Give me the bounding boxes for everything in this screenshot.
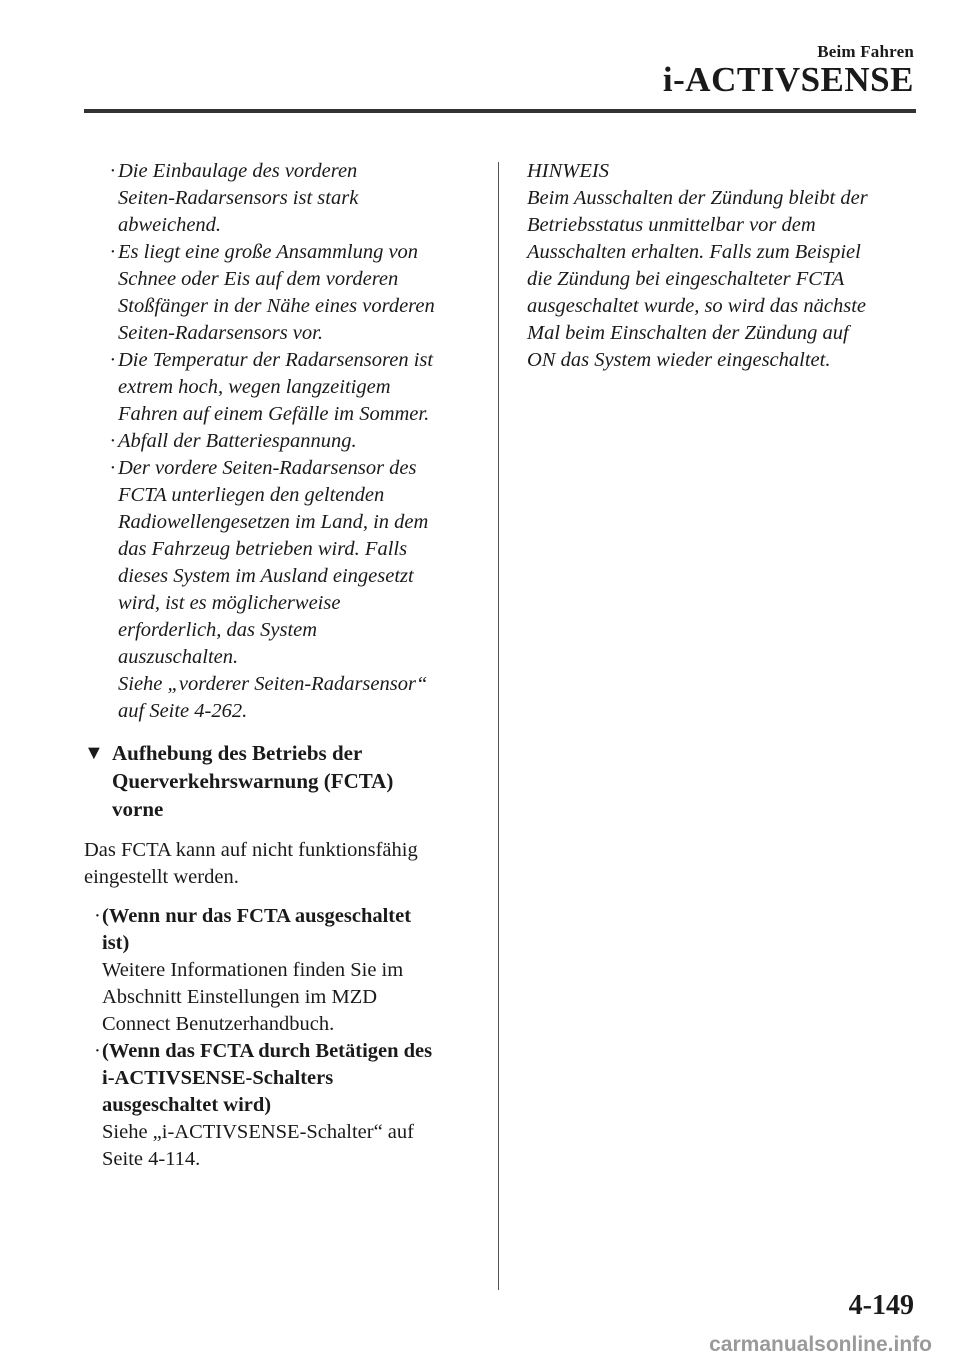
text-line: Mal beim Einschalten der Zündung auf: [527, 322, 849, 344]
column-divider: [498, 162, 499, 1290]
option-title-line: ist): [102, 932, 130, 954]
text-line: Abschnitt Einstellungen im MZD: [102, 986, 378, 1008]
watermark: carmanualsonline.info: [709, 1333, 932, 1356]
heading-line: Querverkehrswarnung (FCTA): [112, 769, 394, 793]
option-title-line: (Wenn das FCTA durch Betätigen des: [102, 1040, 433, 1062]
text-line: Seiten-Radarsensors ist stark: [118, 187, 359, 209]
text-line: Betriebsstatus unmittelbar vor dem: [527, 214, 816, 236]
bullet-dot: ·: [110, 241, 116, 263]
bullet-dot: ·: [94, 905, 101, 927]
option-title-line: i-ACTIVSENSE-Schalters: [102, 1067, 334, 1089]
text-line: Connect Benutzerhandbuch.: [102, 1013, 335, 1035]
option-title-line: ausgeschaltet wird): [102, 1094, 272, 1116]
text-line: Seiten-Radarsensors vor.: [118, 322, 323, 344]
text-line: Radiowellengesetzen im Land, in dem: [118, 511, 429, 533]
list-item: [84, 903, 484, 1038]
note-title: HINWEIS: [527, 160, 609, 182]
text-line: ausgeschaltet wurde, so wird das nächste: [527, 295, 866, 317]
text-line: wird, ist es möglicherweise: [118, 592, 341, 614]
page-number: 4-149: [848, 1290, 914, 1321]
text-line: das Fahrzeug betrieben wird. Falls: [118, 538, 408, 560]
text-line: Es liegt eine große Ansammlung von: [118, 241, 419, 263]
text-line: Der vordere Seiten-Radarsensor des: [118, 457, 417, 479]
text-line: Ausschalten erhalten. Falls zum Beispiel: [527, 241, 861, 263]
intro-paragraph: [84, 837, 484, 891]
list-item: [84, 347, 484, 428]
text-line: auszuschalten.: [118, 646, 239, 668]
section-label: Beim Fahren: [817, 42, 914, 61]
bullet-dot: ·: [110, 457, 116, 479]
text-line: Siehe „vorderer Seiten-Radarsensor“: [118, 673, 428, 695]
text-line: eingestellt werden.: [84, 866, 239, 888]
note-box: [527, 158, 917, 374]
text-line: Schnee oder Eis auf dem vorderen: [118, 268, 399, 290]
bullet-dot: ·: [110, 430, 116, 452]
text-line: Weitere Informationen finden Sie im: [102, 959, 404, 981]
text-line: die Zündung bei eingeschalteter FCTA: [527, 268, 845, 290]
text-line: ON das System wieder eingeschaltet.: [527, 349, 831, 371]
text-line: auf Seite 4-262.: [118, 700, 248, 722]
section-heading: [84, 739, 484, 823]
list-item: [84, 455, 484, 725]
list-item: [84, 1038, 484, 1173]
bullet-dot: ·: [110, 160, 116, 182]
text-line: erforderlich, das System: [118, 619, 318, 641]
list-item: [84, 158, 484, 239]
heading-line: vorne: [112, 797, 164, 821]
text-line: Siehe „i-ACTIVSENSE-Schalter“ auf: [102, 1121, 414, 1143]
text-line: dieses System im Ausland eingesetzt: [118, 565, 414, 587]
header-rule: [84, 109, 916, 113]
heading-line: Aufhebung des Betriebs der: [112, 741, 363, 765]
text-line: FCTA unterliegen den geltenden: [118, 484, 385, 506]
left-column: [84, 158, 484, 1173]
text-line: abweichend.: [118, 214, 222, 236]
list-item: [84, 428, 484, 455]
page-title: i-ACTIVSENSE: [662, 60, 914, 99]
option-title-line: (Wenn nur das FCTA ausgeschaltet: [102, 905, 412, 927]
text-line: Seite 4-114.: [102, 1148, 201, 1170]
text-line: Die Temperatur der Radarsensoren ist: [118, 349, 434, 371]
text-line: Die Einbaulage des vorderen: [118, 160, 358, 182]
list-item: [84, 239, 484, 347]
text-line: Beim Ausschalten der Zündung bleibt der: [527, 187, 868, 209]
text-line: Das FCTA kann auf nicht funktionsfähig: [84, 839, 418, 861]
triangle-marker-icon: ▼: [84, 742, 104, 764]
bullet-dot: ·: [94, 1040, 101, 1062]
text-line: Abfall der Batteriespannung.: [118, 430, 357, 452]
text-line: extrem hoch, wegen langzeitigem: [118, 376, 391, 398]
bullet-dot: ·: [110, 349, 116, 371]
text-line: Fahren auf einem Gefälle im Sommer.: [118, 403, 430, 425]
text-line: Stoßfänger in der Nähe eines vorderen: [118, 295, 435, 317]
